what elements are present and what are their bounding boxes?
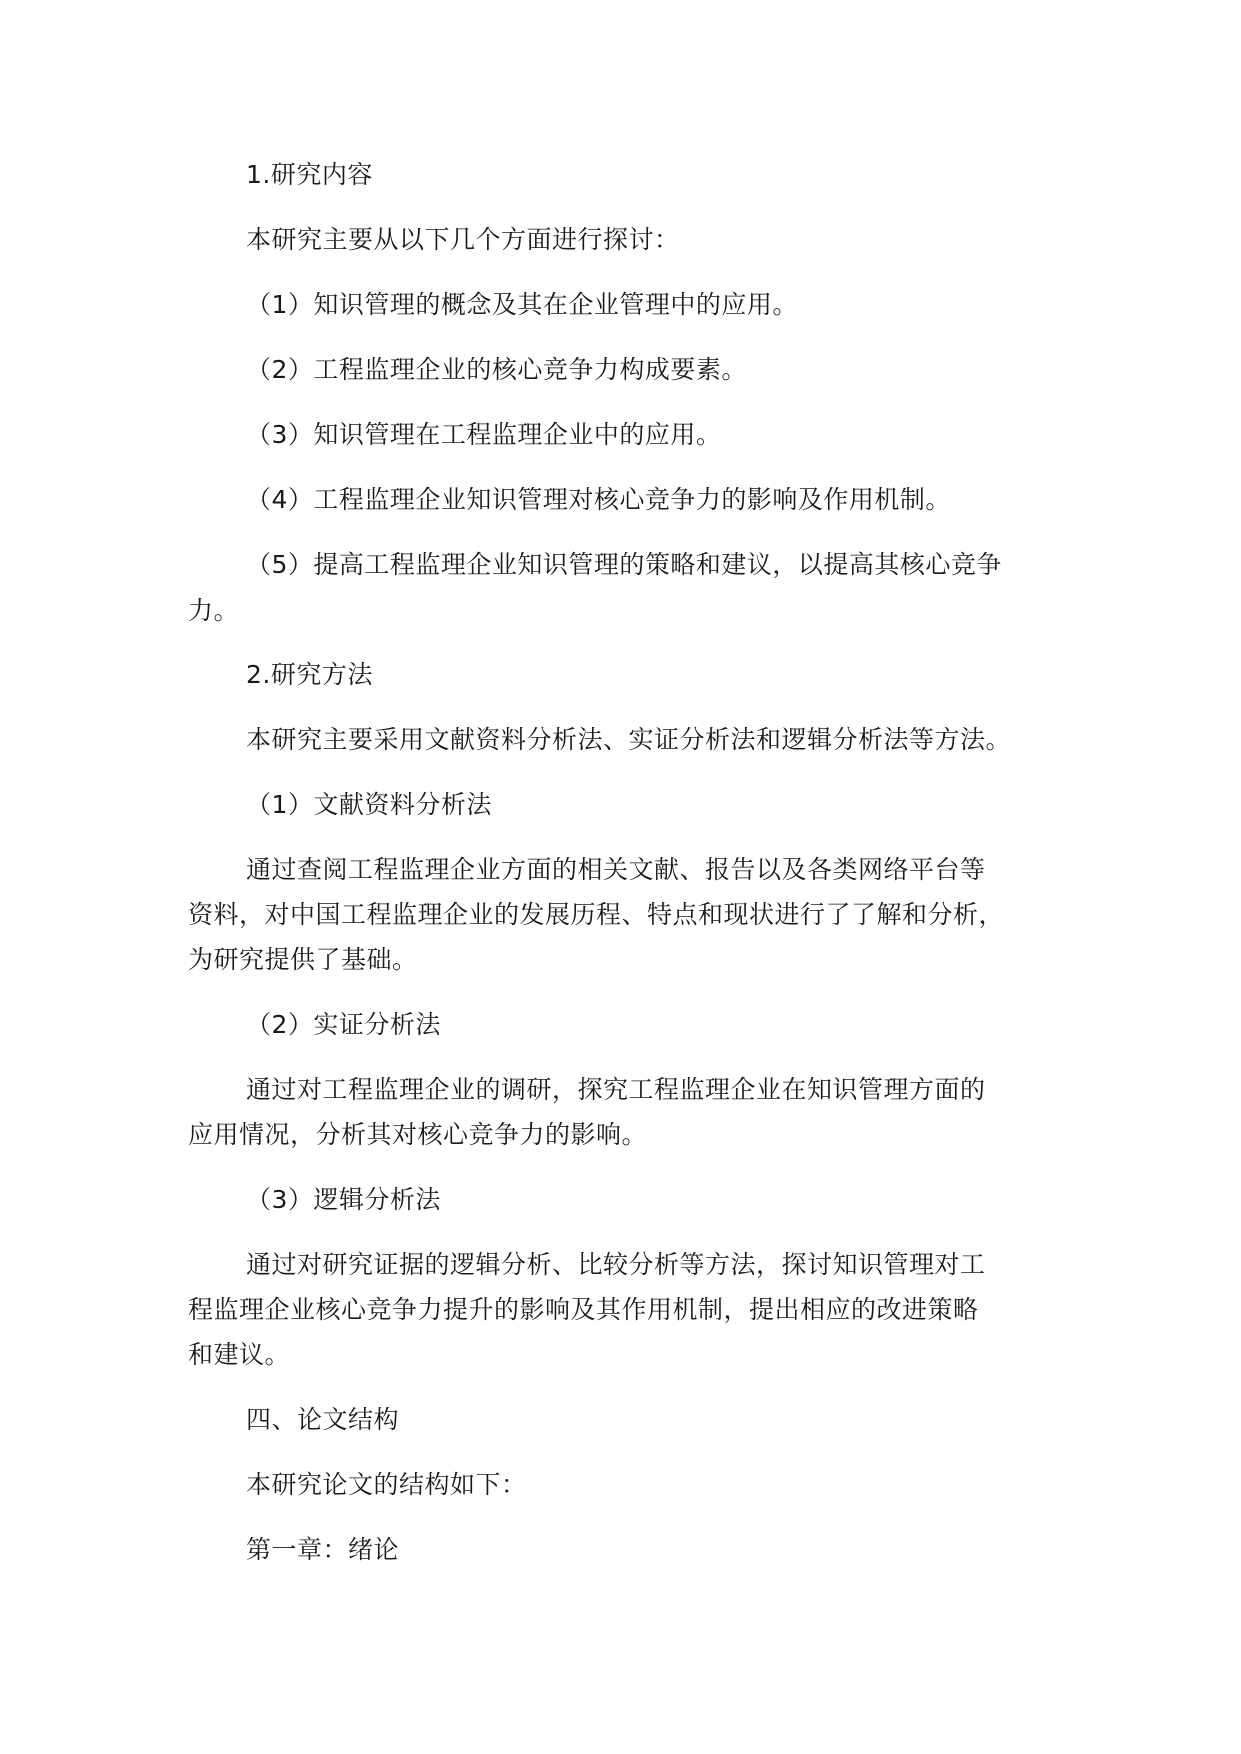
paragraph-line: 通过查阅工程监理企业方面的相关文献、报告以及各类网络平台等 (246, 855, 986, 884)
subheading: （2）实证分析法 (246, 1010, 441, 1039)
paragraph-line: 为研究提供了基础。 (188, 945, 418, 974)
list-item-continuation: 力。 (188, 596, 240, 625)
chapter-item: 第一章：绪论 (246, 1535, 400, 1564)
paragraph-line: 本研究主要采用文献资料分析法、实证分析法和逻辑分析法等方法。 (246, 725, 1012, 754)
paragraph-line: 通过对工程监理企业的调研，探究工程监理企业在知识管理方面的 (246, 1075, 986, 1104)
paragraph-line: 程监理企业核心竞争力提升的影响及其作用机制，提出相应的改进策略 (188, 1295, 979, 1324)
subheading: （1）文献资料分析法 (246, 790, 492, 819)
subheading: （3）逻辑分析法 (246, 1185, 441, 1214)
paragraph-line: 资料，对中国工程监理企业的发展历程、特点和现状进行了了解和分析， (188, 900, 1005, 929)
section-heading-research-method: 2.研究方法 (246, 660, 373, 689)
list-item: （2）工程监理企业的核心竞争力构成要素。 (246, 355, 747, 384)
paragraph-line: 本研究主要从以下几个方面进行探讨： (246, 225, 680, 254)
section-heading-research-content: 1.研究内容 (246, 160, 373, 189)
paragraph-line: 通过对研究证据的逻辑分析、比较分析等方法，探讨知识管理对工 (246, 1250, 986, 1279)
paragraph-line: 本研究论文的结构如下： (246, 1470, 527, 1499)
paragraph-line: 应用情况，分析其对核心竞争力的影响。 (188, 1120, 648, 1149)
section-heading-thesis-structure: 四、论文结构 (246, 1405, 400, 1434)
list-item: （5）提高工程监理企业知识管理的策略和建议，以提高其核心竞争 (246, 550, 1002, 579)
list-item: （1）知识管理的概念及其在企业管理中的应用。 (246, 290, 798, 319)
paragraph-line: 和建议。 (188, 1340, 291, 1369)
list-item: （4）工程监理企业知识管理对核心竞争力的影响及作用机制。 (246, 485, 951, 514)
list-item: （3）知识管理在工程监理企业中的应用。 (246, 420, 722, 449)
